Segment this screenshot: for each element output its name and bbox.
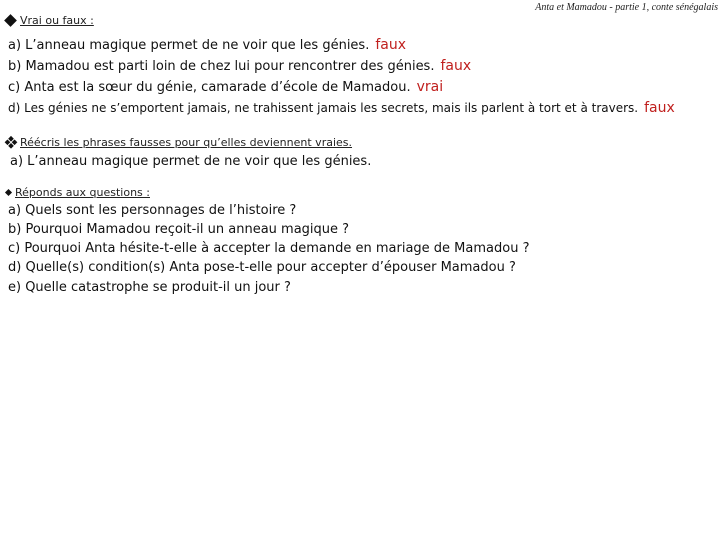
questions-heading — [6, 186, 150, 199]
true-false-item-b — [8, 58, 471, 74]
true-false-heading — [6, 14, 94, 27]
true-false-heading-text: Vrai ou faux : — [20, 14, 94, 27]
answer-label: faux — [375, 37, 406, 53]
true-false-item-a — [8, 37, 406, 53]
true-false-item-c — [8, 79, 443, 95]
statement-text: a) L’anneau magique permet de ne voir que les génies. — [8, 38, 370, 53]
answer-label: faux — [440, 58, 472, 74]
diamond-bullet-icon — [4, 14, 17, 27]
statement-text: d) Les génies ne s’emportent jamais, ne trahissent jamais les secrets, mais ils parlent à tort et à travers. — [8, 101, 639, 115]
question-c: c) Pourquoi Anta hésite-t-elle à accepter la demande en mariage de Mamadou ? — [8, 241, 530, 256]
answer-label: faux — [644, 100, 675, 116]
question-e: e) Quelle catastrophe se produit-il un jour ? — [8, 280, 291, 295]
header-note: Anta et Mamadou - partie 1, conte sénégalais — [535, 2, 718, 13]
rewrite-line-a: a) L’anneau magique permet de ne voir que les génies. — [10, 154, 372, 169]
questions-heading-text: Réponds aux questions : — [15, 186, 150, 199]
true-false-item-d — [8, 100, 675, 116]
four-diamond-bullet-icon — [4, 135, 18, 149]
rewrite-heading — [6, 136, 352, 149]
answer-label: vrai — [416, 79, 444, 95]
rewrite-heading-text: Réécris les phrases fausses pour qu’elles deviennent vraies. — [20, 136, 353, 149]
question-a: a) Quels sont les personnages de l’histoire ? — [8, 203, 297, 218]
question-b: b) Pourquoi Mamadou reçoit-il un anneau magique ? — [8, 222, 350, 237]
statement-text: c) Anta est la sœur du génie, camarade d’école de Mamadou. — [8, 80, 411, 95]
question-d: d) Quelle(s) condition(s) Anta pose-t-elle pour accepter d’épouser Mamadou ? — [8, 260, 516, 275]
statement-text: b) Mamadou est parti loin de chez lui pour rencontrer des génies. — [8, 59, 435, 74]
small-diamond-bullet-icon — [5, 189, 12, 196]
